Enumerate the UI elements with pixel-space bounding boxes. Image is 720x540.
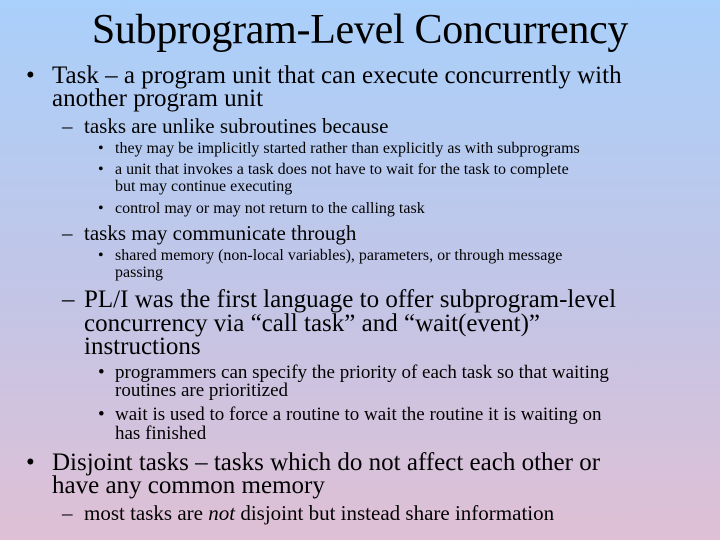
item-wait-line2: has finished — [115, 423, 207, 444]
subbullet-pli-line3: instructions — [84, 333, 201, 360]
dash-marker: – — [62, 221, 73, 245]
item-control-return: control may or may not return to the calling task — [115, 200, 425, 217]
bullet-marker: • — [98, 247, 104, 264]
bullet-task-definition-line2: another program unit — [52, 85, 264, 112]
bullet-disjoint-line1: Disjoint tasks – tasks which do not affect each other or — [52, 449, 601, 476]
item-priority-line2: routines are prioritized — [115, 380, 289, 401]
text-segment: disjoint but instead share information — [235, 501, 555, 525]
item-shared-memory-line1: shared memory (non-local variables), parameters, or through message — [115, 247, 563, 264]
dash-marker: – — [62, 501, 73, 525]
item-implicitly-started: they may be implicitly started rather than explicitly as with subprograms — [115, 140, 580, 157]
bullet-marker: • — [98, 200, 104, 217]
bullet-marker: • — [26, 449, 35, 476]
emphasis-not: not — [208, 501, 236, 525]
dash-marker: – — [62, 114, 73, 138]
item-priority-line1: programmers can specify the priority of each task so that waiting — [115, 362, 609, 383]
bullet-marker: • — [98, 404, 105, 425]
subbullet-communicate: tasks may communicate through — [84, 221, 357, 245]
item-no-wait-line2: but may continue executing — [115, 178, 293, 195]
subbullet-pli-line1: PL/I was the first language to offer subprogram-level — [84, 286, 617, 313]
text-segment: most tasks are — [84, 501, 209, 525]
dash-marker: – — [62, 286, 75, 313]
subbullet-share-information — [84, 502, 554, 524]
subbullet-pli-line2: concurrency via “call task” and “wait(event)” — [84, 310, 540, 337]
bullet-marker: • — [98, 161, 104, 178]
item-wait-line1: wait is used to force a routine to wait the routine it is waiting on — [115, 404, 602, 425]
slide-title: Subprogram-Level Concurrency — [91, 7, 629, 53]
item-shared-memory-line2: passing — [115, 264, 163, 281]
subbullet-unlike-subroutines: tasks are unlike subroutines because — [84, 114, 389, 138]
bullet-marker: • — [98, 362, 105, 383]
bullet-disjoint-line2: have any common memory — [52, 472, 325, 499]
bullet-marker: • — [98, 140, 104, 157]
item-no-wait-line1: a unit that invokes a task does not have to wait for the task to complete — [115, 161, 569, 178]
bullet-marker: • — [26, 62, 35, 89]
bullet-task-definition-line1: Task – a program unit that can execute concurrently with — [52, 62, 622, 89]
